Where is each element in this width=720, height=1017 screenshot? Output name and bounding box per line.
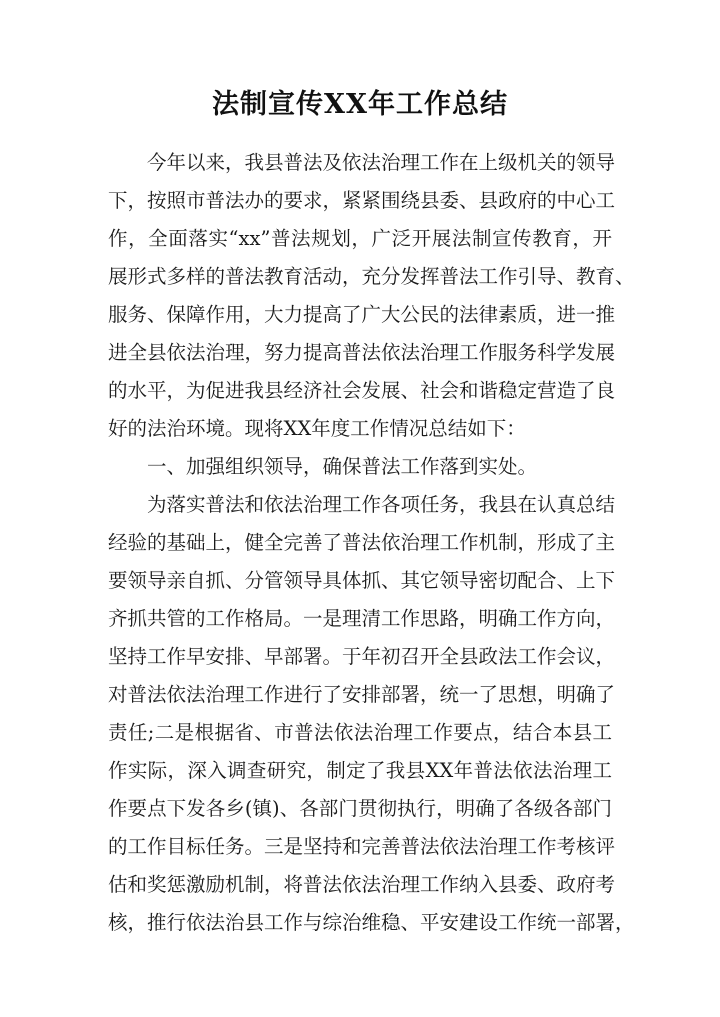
paragraph-line: 好的法治环境。现将XX年度工作情况总结如下： (108, 417, 526, 440)
paragraph-line: 为落实普法和依法治理工作各项任务，我县在认真总结 (147, 493, 616, 516)
paragraph-line: 的工作目标任务。三是坚持和完善普法依法治理工作考核评 (108, 835, 616, 858)
paragraph-line: 今年以来，我县普法及依法治理工作在上级机关的领导 (147, 151, 616, 174)
paragraph-line: 作，全面落实“xx”普法规划，广泛开展法制宣传教育，开 (108, 227, 612, 250)
paragraph-line: 下，按照市普法办的要求，紧紧围绕县委、县政府的中心工 (108, 189, 616, 212)
paragraph-line: 服务、保障作用，大力提高了广大公民的法律素质，进一推 (108, 303, 616, 326)
paragraph-line: 对普法依法治理工作进行了安排部署，统一了思想，明确了 (108, 683, 616, 706)
paragraph-line: 经验的基础上，健全完善了普法依治理工作机制，形成了主 (108, 531, 616, 554)
paragraph-line: 作实际，深入调查研究，制定了我县XX年普法依法治理工 (108, 759, 612, 782)
paragraph-line: 齐抓共管的工作格局。一是理清工作思路，明确工作方向， (108, 607, 616, 630)
paragraph-line: 的水平，为促进我县经济社会发展、社会和谐稳定营造了良 (108, 379, 616, 402)
paragraph-line: 责任;二是根据省、市普法依法治理工作要点，结合本县工 (108, 721, 612, 744)
paragraph-line: 估和奖惩激励机制，将普法依法治理工作纳入县委、政府考 (108, 873, 616, 896)
paragraph-line: 要领导亲自抓、分管领导具体抓、其它领导密切配合、上下 (108, 569, 616, 592)
paragraph-line: 展形式多样的普法教育活动，充分发挥普法工作引导、教育、 (108, 265, 635, 288)
paragraph-line: 坚持工作早安排、早部署。于年初召开全县政法工作会议， (108, 645, 616, 668)
section-heading: 一、加强组织领导，确保普法工作落到实处。 (147, 455, 538, 478)
paragraph-line: 作要点下发各乡(镇)、各部门贯彻执行，明确了各级各部门 (108, 797, 612, 820)
document-title: 法制宣传XX年工作总结 (212, 89, 508, 120)
paragraph-line: 进全县依法治理，努力提高普法依法治理工作服务科学发展 (108, 341, 616, 364)
paragraph-line: 核，推行依法治县工作与综治维稳、平安建设工作统一部署， (108, 911, 635, 934)
